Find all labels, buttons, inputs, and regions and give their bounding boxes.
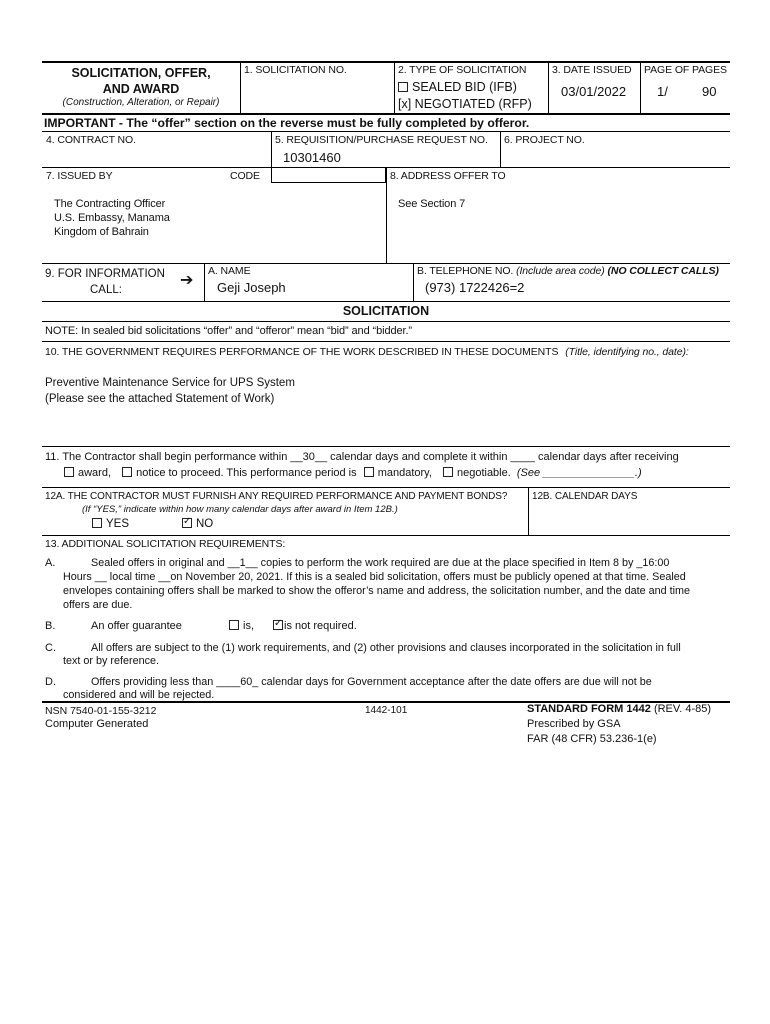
divider xyxy=(42,487,730,488)
issued-by-line3: Kingdom of Bahrain xyxy=(54,226,149,238)
guarantee-not-label: is not required. xyxy=(284,620,357,632)
far-reference: FAR (48 CFR) 53.236-1(e) xyxy=(527,733,657,745)
divider xyxy=(42,263,730,264)
page-of-pages-label: PAGE OF PAGES xyxy=(644,64,727,76)
item11-line1: 11. The Contractor shall begin performance within __30__ calendar days and complete it within ____ calendar days after receiving xyxy=(45,451,679,463)
guarantee-is-label: is, xyxy=(243,620,254,632)
info-label-line2: CALL: xyxy=(90,284,122,296)
nsn-number: NSN 7540-01-155-3212 xyxy=(45,705,157,717)
prescribed-by: Prescribed by GSA xyxy=(527,718,621,730)
divider xyxy=(271,131,272,167)
item13a-line4: offers are due. xyxy=(63,599,133,611)
guarantee-not-option[interactable] xyxy=(273,620,357,632)
award-checkbox[interactable] xyxy=(64,467,74,477)
standard-form-id xyxy=(527,703,711,715)
telephone-hint: (Include area code) xyxy=(516,265,605,277)
see-reference: (See _______________.) xyxy=(516,467,642,479)
issued-by-label: 7. ISSUED BY xyxy=(46,170,113,182)
item13c-line1: All offers are subject to the (1) work requirements, and (2) other provisions and clauses incorporated in the solicitation in full xyxy=(91,642,681,654)
divider xyxy=(240,62,241,113)
item13-label: 13. ADDITIONAL SOLICITATION REQUIREMENTS: xyxy=(45,538,286,550)
issued-by-line1: The Contracting Officer xyxy=(54,198,166,210)
item13b-text: An offer guarantee xyxy=(91,620,182,632)
award-label: award, xyxy=(78,467,112,479)
standard-form-name: STANDARD FORM 1442 xyxy=(527,703,651,715)
negotiated-option[interactable]: [x] NEGOTIATED (RFP) xyxy=(398,97,532,111)
item13a-line1: Sealed offers in original and __1__ copies to perform the work required are due at the place specified in Item 8 by _16:00 xyxy=(91,557,670,569)
ntp-label: notice to proceed. This performance period is xyxy=(136,467,357,479)
sealed-bid-checkbox[interactable] xyxy=(398,82,408,92)
item10-line2: (Please see the attached Statement of Work) xyxy=(45,393,275,405)
standard-form-revision: (REV. 4-85) xyxy=(653,703,711,715)
solicitation-no-label: 1. SOLICITATION NO. xyxy=(244,64,347,76)
solicitation-no-field[interactable] xyxy=(250,86,390,106)
computer-generated: Computer Generated xyxy=(45,718,149,730)
yes-checkbox[interactable] xyxy=(92,518,102,528)
item13d-line1: Offers providing less than ____60_ calendar days for Government acceptance after the date offers are due will not be xyxy=(91,676,652,688)
item10-label: 10. THE GOVERNMENT REQUIRES PERFORMANCE OF THE WORK DESCRIBED IN THESE DOCUMENTS xyxy=(45,346,559,358)
telephone-label-group xyxy=(417,265,719,277)
form-title-line1: SOLICITATION, OFFER, xyxy=(71,66,211,80)
item13a-letter: A. xyxy=(45,557,56,569)
item13a-line2: Hours __ local time __on November 20, 2021. If this is a sealed bid solicitation, offers must be publicly opened at that time. Sealed xyxy=(63,571,686,583)
guarantee-is-option[interactable] xyxy=(229,620,254,632)
divider xyxy=(640,62,641,113)
type-of-solicitation-label: 2. TYPE OF SOLICITATION xyxy=(398,64,527,76)
divider xyxy=(394,62,395,113)
requisition-value: 10301460 xyxy=(283,150,341,165)
item10-hint: (Title, identifying no., date): xyxy=(565,346,689,358)
contract-no-label: 4. CONTRACT NO. xyxy=(46,134,136,146)
divider xyxy=(42,321,730,322)
item12a-label: 12A. THE CONTRACTOR MUST FURNISH ANY REQUIRED PERFORMANCE AND PAYMENT BONDS? xyxy=(45,491,508,502)
no-checkbox[interactable] xyxy=(182,518,192,528)
sealed-bid-label: SEALED BID (IFB) xyxy=(412,80,517,94)
no-label: NO xyxy=(196,518,214,530)
item10-label-group xyxy=(45,346,689,358)
project-no-label: 6. PROJECT NO. xyxy=(504,134,585,146)
item13d-line2: considered and will be rejected. xyxy=(63,689,215,701)
page-number: 1/ xyxy=(657,84,668,99)
contact-name-value: Geji Joseph xyxy=(217,280,286,295)
divider xyxy=(42,131,730,132)
telephone-label: B. TELEPHONE NO. xyxy=(417,265,514,277)
issued-by-line2: U.S. Embassy, Manama xyxy=(54,212,170,224)
divider xyxy=(42,535,730,536)
ntp-checkbox[interactable] xyxy=(122,467,132,477)
item13c-line2: text or by reference. xyxy=(63,655,160,667)
item13c-letter: C. xyxy=(45,642,56,654)
address-offer-label: 8. ADDRESS OFFER TO xyxy=(390,170,506,182)
date-issued-value: 03/01/2022 xyxy=(561,84,627,99)
divider xyxy=(204,263,205,301)
no-collect-note: (NO COLLECT CALLS) xyxy=(607,265,719,277)
requisition-label: 5. REQUISITION/PURCHASE REQUEST NO. xyxy=(275,134,488,146)
divider xyxy=(548,62,549,113)
item11-line2 xyxy=(64,467,642,479)
item12a-hint: (If “YES,” indicate within how many calendar days after award in Item 12B.) xyxy=(82,504,398,515)
guarantee-not-checkbox[interactable] xyxy=(273,620,283,630)
divider xyxy=(42,113,730,115)
arrow-right-icon: ➔ xyxy=(180,272,194,289)
item10-line1: Preventive Maintenance Service for UPS System xyxy=(45,377,295,389)
sealed-bid-option[interactable] xyxy=(398,80,517,94)
solicitation-heading: SOLICITATION xyxy=(342,304,430,318)
code-label: CODE xyxy=(230,170,260,182)
info-label-line1: 9. FOR INFORMATION xyxy=(45,268,165,280)
mandatory-label: mandatory, xyxy=(377,467,432,479)
top-border xyxy=(42,61,730,63)
divider xyxy=(42,341,730,342)
telephone-value: (973) 1722426=2 xyxy=(425,280,525,295)
item12b-label: 12B. CALENDAR DAYS xyxy=(532,491,638,502)
negotiable-label: negotiable. xyxy=(456,467,511,479)
important-notice: IMPORTANT - The “offer” section on the reverse must be fully completed by offeror. xyxy=(44,116,530,130)
form-subtitle: (Construction, Alteration, or Repair) xyxy=(62,97,220,108)
form-title-line2: AND AWARD xyxy=(102,82,180,96)
divider xyxy=(42,446,730,447)
item13d-letter: D. xyxy=(45,676,56,688)
yes-option[interactable] xyxy=(92,518,129,530)
guarantee-is-checkbox[interactable] xyxy=(229,620,239,630)
divider xyxy=(528,487,529,535)
mandatory-checkbox[interactable] xyxy=(364,467,374,477)
negotiable-checkbox[interactable] xyxy=(443,467,453,477)
address-offer-value: See Section 7 xyxy=(398,198,466,210)
date-issued-label: 3. DATE ISSUED xyxy=(552,64,632,76)
contact-name-label: A. NAME xyxy=(208,265,251,277)
yes-label: YES xyxy=(106,518,130,530)
form-code: 1442-101 xyxy=(365,705,408,716)
code-field[interactable] xyxy=(271,167,386,183)
no-option[interactable] xyxy=(182,518,213,530)
divider xyxy=(42,301,730,302)
item13a-line3: envelopes containing offers shall be marked to show the offeror’s name and address, the solicitation number, and the date and time xyxy=(63,585,691,597)
divider xyxy=(500,131,501,167)
divider xyxy=(386,167,387,263)
page-total: 90 xyxy=(702,84,717,99)
divider xyxy=(413,263,414,301)
item13b-letter: B. xyxy=(45,620,56,632)
solicitation-note: NOTE: In sealed bid solicitations “offer” and “offeror” mean “bid” and “bidder.” xyxy=(45,325,412,337)
